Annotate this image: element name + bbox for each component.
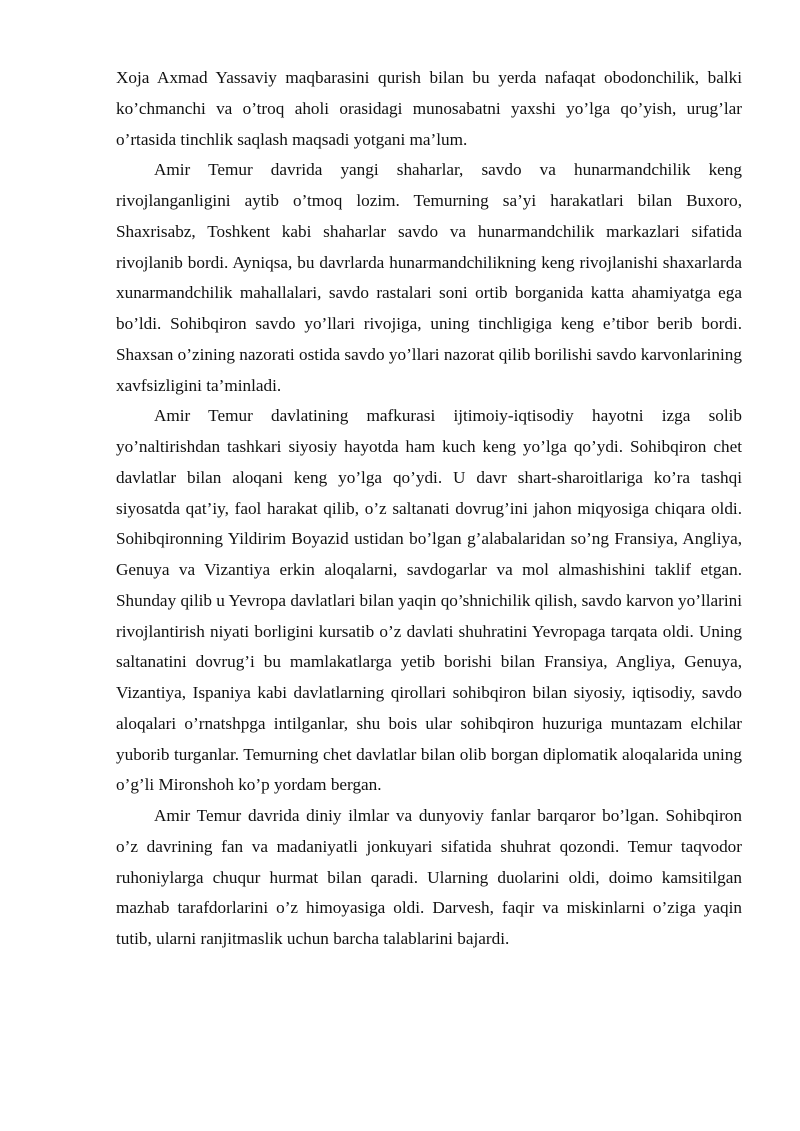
paragraph-2: Amir Temur davrida yangi shaharlar, savdo va hunarmandchilik keng rivojlanganligini aytib o’tmoq lozim. Temurning sa’yi harakatlari bilan Buxoro, Shaxrisabz, Toshkent kabi shaharlar savdo va hunarmandchilik markazlari sifatida rivojlanib bordi. Ayniqsa, bu davrlarda hunarmandchilikning keng rivojlanishi shaxarlarda xunarmandchilik mahallalari, savdo rastalari soni ortib borganida katta ahamiyatga ega bo’ldi. Sohibqiron savdo yo’llari rivojiga, uning tinchligiga keng e’tibor berib bordi. Shaxsan o’zining nazorati ostida savdo yo’llari nazorat qilib borilishi savdo karvonlarining xavfsizligini ta’minladi.	[116, 160, 742, 395]
paragraph-1: Xoja Axmad Yassaviy maqbarasini qurish bilan bu yerda nafaqat obodonchilik, balki ko’chmanchi va o’troq aholi orasidagi munosabatni yaxshi yo’lga qo’yish, urug’lar o’rtasida tinchlik saqlash maqsadi yotgani ma’lum.	[116, 68, 742, 149]
paragraph-3: Amir Temur davlatining mafkurasi ijtimoiy-iqtisodiy hayotni izga solib yo’naltirishdan tashkari siyosiy hayotda ham kuch keng yo’lga qo’ydi. Sohibqiron chet davlatlar bilan aloqani keng yo’lga qo’ydi. U davr shart-sharoitlariga ko’ra tashqi siyosatda qat’iy, faol harakat qilib, o’z saltanati dovrug’ini jahon miqyosiga chiqara oldi. Sohibqironning Yildirim Boyazid ustidan bo’lgan g’alabalaridan so’ng Fransiya, Angliya, Genuya va Vizantiya erkin aloqalarni, savdogarlar va mol almashishini taklif etgan. Shunday qilib u Yevropa davlatlari bilan yaqin qo’shnichilik qilish, savdo karvon yo’llarini rivojlantirish niyati borligini kursatib o’z davlati shuhratini Yevropaga tarqata oldi. Uning saltanatini dovrug’i bu mamlakatlarga yetib borishi bilan Fransiya, Angliya, Genuya, Vizantiya, Ispaniya kabi davlatlarning qirollari sohibqiron bilan siyosiy, iqtisodiy, savdo aloqalari o’rnatshpga intilganlar, shu bois ular sohibqiron huzuriga muntazam elchilar yuborib turganlar. Temurning chet davlatlar bilan olib borgan diplomatik aloqalarida uning o’g’li Mironshoh ko’p yordam bergan.	[116, 406, 742, 795]
paragraph-4: Amir Temur davrida diniy ilmlar va dunyoviy fanlar barqaror bo’lgan. Sohibqiron o’z davrining fan va madaniyatli jonkuyari sifatida shuhrat qozondi. Temur taqvodor ruhoniylarga chuqur hurmat bilan qaradi. Ularning duolarini oldi, doimo kamsitilgan mazhab tarafdorlarini o’z himoyasiga oldi. Darvesh, faqir va miskinlarni o’ziga yaqin tutib, ularni ranjitmaslik uchun barcha talablarini bajardi.	[116, 806, 742, 948]
document-page	[116, 63, 742, 955]
